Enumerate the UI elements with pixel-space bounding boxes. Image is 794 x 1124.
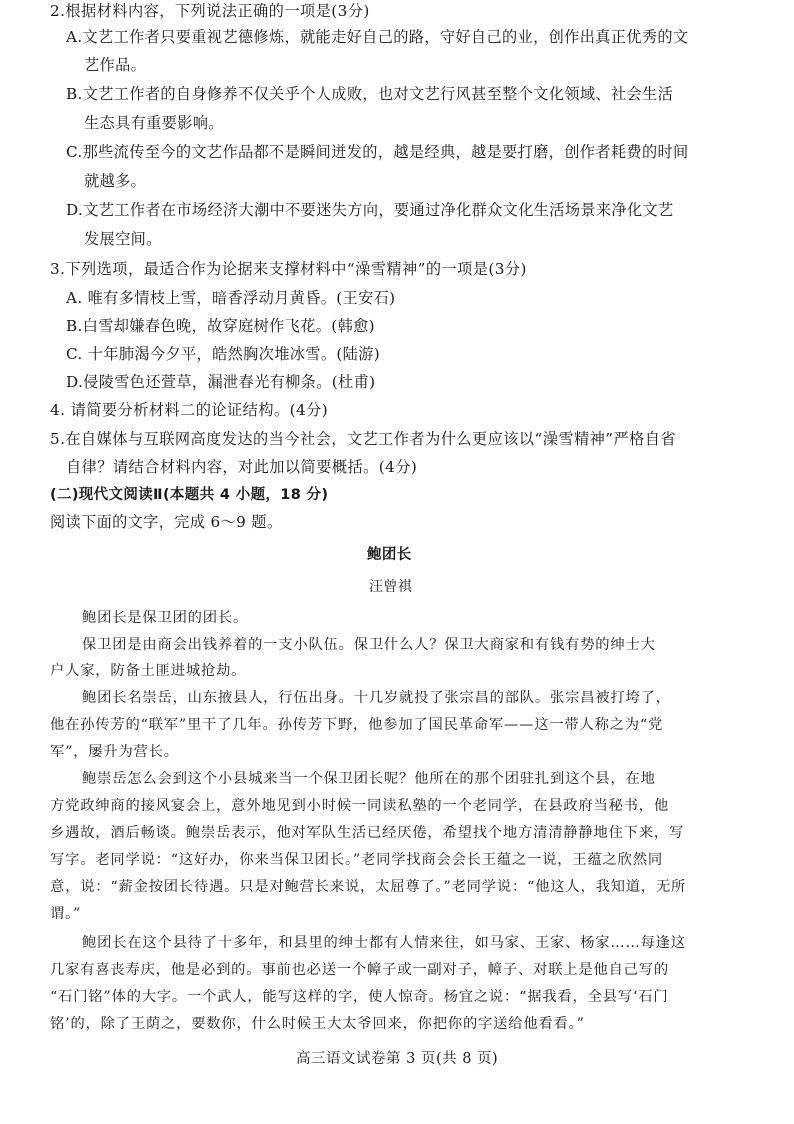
question-2-option-d-line1: D.文艺工作者在市场经济大潮中不要迷失方向，要通过净化群众文化生活场景来净化文艺 (66, 201, 674, 219)
question-2-option-c-line1: C.那些流传至今的文艺作品都不是瞬间迸发的，越是经典，越是要打磨，创作者耗费的时间 (66, 143, 689, 161)
question-2-stem: 2.根据材料内容，下列说法正确的一项是(3分) (50, 2, 370, 20)
question-2-option-c-line2: 就越多。 (84, 172, 147, 190)
question-2-option-b-line1: B.文艺工作者的自身修养不仅关乎个人成败，也对文艺行风甚至整个文化领域、社会生活 (66, 85, 674, 103)
story-line: 几家有喜丧寿庆，他是必到的。事前也必送一个幛子或一副对子，幛子、对联上是他自己写的 (50, 962, 669, 978)
story-title: 鲍团长 (367, 547, 412, 563)
story-line: 谓。” (50, 906, 82, 922)
question-3-option-d: D.侵陵雪色还萱草，漏泄春光有柳条。(杜甫) (66, 373, 376, 391)
story-line: 鲍团长是保卫团的团长。 (82, 610, 249, 626)
story-line: 他在孙传芳的“联军”里干了几年。孙传芳下野，他参加了国民革命军——这一带人称之为“党 (50, 717, 664, 733)
section-instruction: 阅读下面的文字，完成 6～9 题。 (50, 513, 283, 531)
question-3-stem: 3.下列选项，最适合作为论据来支撑材料中“澡雪精神”的一项是(3分) (50, 260, 527, 278)
question-5-stem-line1: 5.在自媒体与互联网高度发达的当今社会，文艺工作者为什么更应该以“澡雪精神”严格自省 (50, 430, 677, 448)
story-line: 意，说：“薪金按团长待遇。只是对鲍营长来说，太屈尊了。”老同学说：“他这人，我知道，无所 (50, 879, 687, 895)
story-line: 军”，屡升为营长。 (50, 744, 179, 760)
story-line: 乡遇故，酒后畅谈。鲍崇岳表示，他对军队生活已经厌倦，希望找个地方清清静静地住下来，写 (50, 825, 685, 841)
story-author: 汪曾祺 (369, 579, 413, 595)
story-line: 方党政绅商的接风宴会上，意外地见到小时候一同读私塾的一个老同学，在县政府当秘书，他 (50, 798, 669, 814)
section-heading: (二)现代文阅读Ⅱ(本题共 4 小题，18 分) (50, 487, 329, 503)
story-line: “石门铭”体的大字。一个武人，能写这样的字，使人惊奇。杨宜之说：“据我看，全县写‘石门 (50, 989, 669, 1005)
question-2-option-d-line2: 发展空间。 (84, 230, 162, 248)
question-4-stem: 4. 请简要分析材料二的论证结构。(4分) (50, 401, 329, 419)
story-line: 鲍团长名崇岳，山东掖县人，行伍出身。十几岁就投了张宗昌的部队。张宗昌被打垮了， (82, 690, 671, 706)
question-3-option-c: C. 十年肺渴今夕平，皓然胸次堆冰雪。(陆游) (66, 345, 381, 363)
page-footer: 高三语文试卷第 3 页(共 8 页) (296, 1051, 499, 1067)
question-3-option-a: A. 唯有多情枝上雪，暗香浮动月黄昏。(王安石) (66, 289, 396, 307)
question-2-option-a-line1: A.文艺工作者只要重视艺德修炼，就能走好自己的路，守好自己的业，创作出真正优秀的文 (66, 28, 689, 46)
question-5-stem-line2: 自律？请结合材料内容，对此加以简要概括。(4分) (66, 458, 418, 476)
story-line: 保卫团是由商会出钱养着的一支小队伍。保卫什么人？保卫大商家和有钱有势的绅士大 (82, 637, 656, 653)
story-line: 鲍崇岳怎么会到这个小县城来当一个保卫团长呢？他所在的那个团驻扎到这个县，在地 (82, 771, 656, 787)
story-line: 户人家，防备土匪进城抢劫。 (50, 663, 247, 679)
question-3-option-b: B.白雪却嫌春色晚，故穿庭树作飞花。(韩愈) (66, 317, 375, 335)
question-2-option-a-line2: 艺作品。 (84, 56, 147, 74)
question-2-option-b-line2: 生态具有重要影响。 (84, 114, 224, 132)
story-line: 写字。老同学说：“这好办，你来当保卫团长。”老同学找商会会长王蕴之一说，王蕴之欣然同 (50, 852, 663, 868)
story-line: 铭’的，除了王荫之，要数你，什么时候王大太爷回来，你把你的字送给他看看。” (50, 1016, 585, 1032)
story-line: 鲍团长在这个县待了十多年，和县里的绅士都有人情来往，如马家、王家、杨家……每逢这 (82, 935, 686, 951)
